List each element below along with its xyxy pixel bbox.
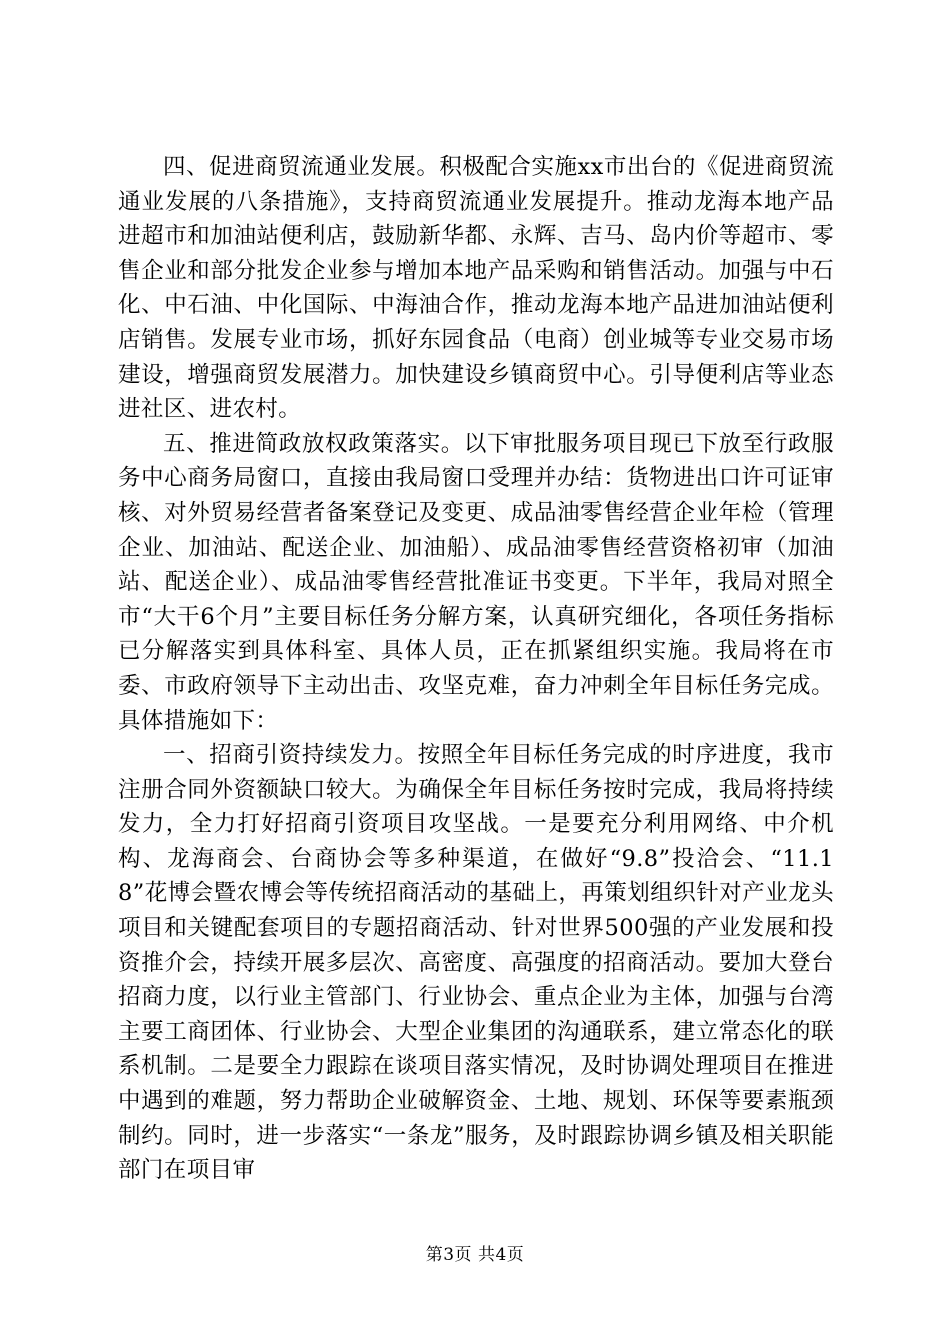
document-body: [118, 150, 834, 1188]
page-footer: 第3页 共4页: [425, 1245, 525, 1265]
paragraph-administrative-simplification: 五、推进简政放权政策落实。以下审批服务项目现已下放至行政服务中心商务局窗口，直接由我局窗口受理并办结：货物进出口许可证审核、对外贸易经营者备案登记及变更、成品油零售经营企业年检（管理企业、加油站、配送企业、加油船）、成品油零售经营资格初审（加油站、配送企业）、成品油零售经营批准证书变更。下半年，我局对照全市“大干6个月”主要目标任务分解方案，认真研究细化，各项任务指标已分解落实到具体科室、具体人员，正在抓紧组织实施。我局将在市委、市政府领导下主动出击、攻坚克难，奋力冲刺全年目标任务完成。具体措施如下：: [118, 430, 834, 734]
paragraph-investment-promotion: 一、招商引资持续发力。按照全年目标任务完成的时序进度，我市注册合同外资额缺口较大。为确保全年目标任务按时完成，我局将持续发力，全力打好招商引资项目攻坚战。一是要充分利用网络、中介机构、龙海商会、台商协会等多种渠道，在做好“9.8”投洽会、“11.18”花博会暨农博会等传统招商活动的基础上，再策划组织针对产业龙头项目和关键配套项目的专题招商活动、针对世界500强的产业发展和投资推介会，持续开展多层次、高密度、高强度的招商活动。要加大登台招商力度，以行业主管部门、行业协会、重点企业为主体，加强与台湾主要工商团体、行业协会、大型企业集团的沟通联系，建立常态化的联系机制。二是要全力跟踪在谈项目落实情况，及时协调处理项目在推进中遇到的难题，努力帮助企业破解资金、土地、规划、环保等要素瓶颈制约。同时，进一步落实“一条龙”服务，及时跟踪协调乡镇及相关职能部门在项目审: [118, 742, 834, 1184]
paragraph-commerce-circulation: 四、促进商贸流通业发展。积极配合实施xx市出台的《促进商贸流通业发展的八条措施》，支持商贸流通业发展提升。推动龙海本地产品进超市和加油站便利店，鼓励新华都、永辉、吉马、岛内价等超市、零售企业和部分批发企业参与增加本地产品采购和销售活动。加强与中石化、中石油、中化国际、中海油合作，推动龙海本地产品进加油站便利店销售。发展专业市场，抓好东园食品（电商）创业城等专业交易市场建设，增强商贸发展潜力。加快建设乡镇商贸中心。引导便利店等业态进社区、进农村。: [118, 154, 834, 423]
